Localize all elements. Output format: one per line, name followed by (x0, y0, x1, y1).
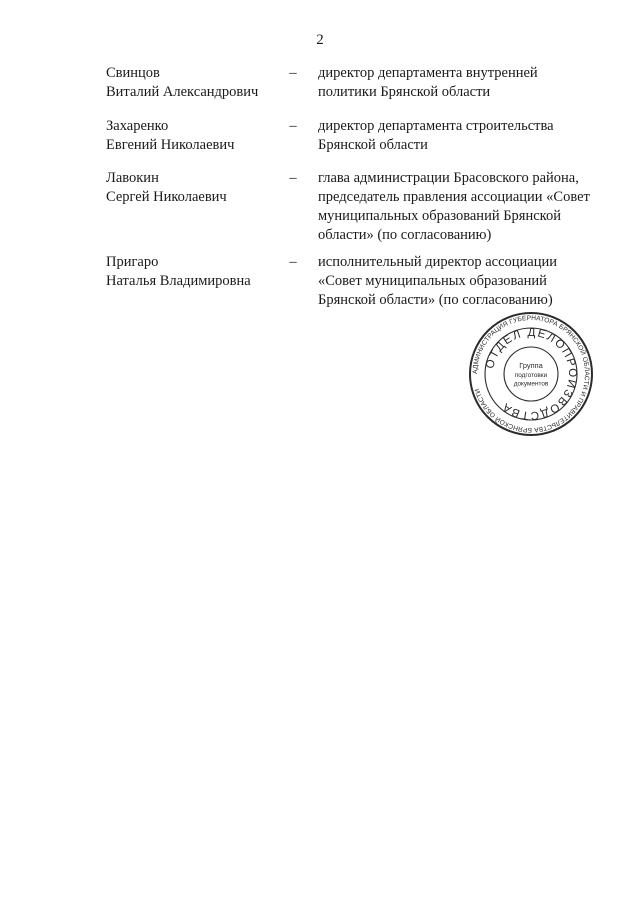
position-line: Брянской области» (по согласованию) (318, 292, 553, 308)
stamp-center-line: документов (513, 380, 549, 388)
position-line: директор департамента внутренней (318, 65, 538, 81)
member-name (106, 253, 276, 291)
member-given-names: Наталья Владимировна (106, 273, 251, 289)
member-name (106, 64, 276, 102)
position-line: исполнительный директор ассоциации (318, 254, 558, 270)
member-position (318, 169, 588, 245)
stamp-outer-ring-text: АДМИНИСТРАЦИЯ ГУБЕРНАТОРА БРЯНСКОЙ ОБЛАСТИ И ПРАВИТЕЛЬСТВА БРЯНСКОЙ ОБЛАСТИ (471, 314, 591, 434)
member-surname: Свинцов (106, 65, 160, 81)
position-line: политики Брянской области (318, 84, 491, 100)
member-name (106, 117, 276, 155)
position-line: директор департамента строительства (318, 118, 554, 134)
member-given-names: Сергей Николаевич (106, 189, 227, 205)
position-line: председатель правления ассоциации «Совет (318, 189, 590, 205)
official-stamp (468, 311, 594, 437)
position-line: области» (по согласованию) (318, 227, 492, 243)
position-line: глава администрации Брасовского района, (318, 170, 579, 186)
member-surname: Лавокин (106, 170, 159, 186)
dash-separator: – (289, 65, 297, 81)
member-surname: Захаренко (106, 118, 169, 134)
member-given-names: Евгений Николаевич (106, 137, 235, 153)
member-given-names: Виталий Александрович (106, 84, 259, 100)
page-number: 2 (316, 32, 324, 48)
position-line: «Совет муниципальных образований (318, 273, 547, 289)
position-line: муниципальных образований Брянской (318, 208, 561, 224)
stamp-center-line: Группа (519, 361, 543, 370)
dash-separator: – (289, 170, 297, 186)
position-line: Брянской области (318, 137, 428, 153)
stamp-inner-ring-text: ОТДЕЛ ДЕЛОПРОИЗВОДСТВА (484, 326, 579, 422)
member-position (318, 253, 588, 310)
dash-separator: – (289, 254, 297, 270)
stamp-center-line: подготовки (514, 372, 548, 379)
member-name (106, 169, 276, 207)
dash-separator: – (289, 118, 297, 134)
member-position (318, 64, 588, 102)
member-surname: Пригаро (106, 254, 159, 270)
member-position (318, 117, 588, 155)
